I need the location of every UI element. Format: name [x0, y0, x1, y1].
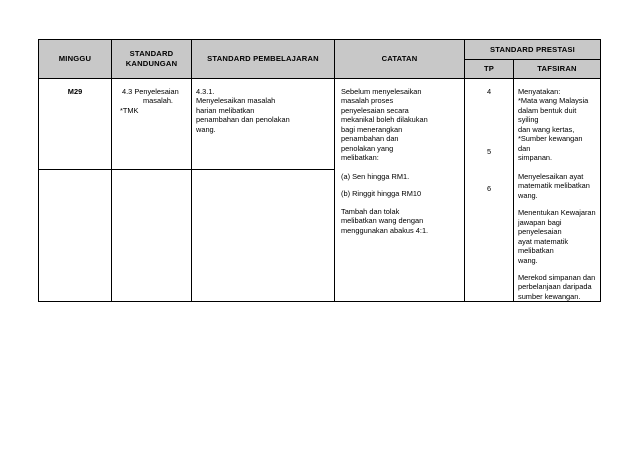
tafsiran-line: wang. [518, 190, 538, 200]
catatan-line: penolakan yang [341, 143, 394, 153]
cell-tp [465, 79, 514, 302]
tafsiran-line: Menyelesaikan ayat [518, 171, 584, 181]
catatan-line: Sebelum menyelesaikan [341, 87, 422, 96]
cell-catatan [335, 79, 465, 302]
sp-number: 4.3.1. [196, 87, 215, 96]
cell-empty [112, 169, 192, 302]
sk-line: 4.3 Penyelesaian [122, 87, 179, 96]
cell-minggu: M29 [39, 79, 112, 170]
header-sk-line1: STANDARD [129, 49, 174, 59]
tafsiran-line: wang. [518, 255, 538, 265]
catatan-line: menggunakan abakus 4:1. [341, 225, 429, 235]
tafsiran-line: dan wang kertas, [518, 124, 575, 134]
rpt-table [38, 39, 601, 302]
sp-line: Menyelesaikan masalah [196, 96, 276, 106]
header-tafsiran: TAFSIRAN [514, 60, 601, 79]
tp-value: 6 [486, 183, 492, 193]
header-standard-prestasi: STANDARD PRESTASI [465, 40, 601, 60]
tp-value: 4 [486, 87, 492, 96]
sk-line: *TMK [120, 105, 139, 115]
catatan-line: bagi menerangkan [341, 124, 403, 134]
header-standard-pembelajaran: STANDARD PEMBELAJARAN [192, 40, 335, 79]
header-minggu: MINGGU [39, 40, 112, 79]
cell-empty [192, 169, 335, 302]
tp-value: 5 [486, 147, 492, 157]
sk-line: masalah. [143, 96, 173, 106]
tafsiran-line: simpanan. [518, 153, 553, 163]
tafsiran-line: jawapan bagi penyelesaian [518, 217, 562, 237]
catatan-line: masalah proses [341, 96, 394, 106]
sp-text [196, 96, 312, 134]
catatan-line: mekanikal boleh dilakukan [341, 115, 428, 125]
catatan-line: penyelesaian secara [341, 105, 409, 115]
catatan-item-b: (b) Ringgit hingga RM10 [341, 189, 422, 199]
tafsiran-line: Menentukan Kewajaran [518, 208, 596, 218]
cell-tafsiran [514, 79, 601, 302]
tafsiran-line: perbelanjaan daripada [518, 282, 592, 292]
tafsiran-line: Merekod simpanan dan [518, 272, 596, 282]
sp-line: harian melibatkan [196, 105, 255, 115]
tafsiran-line: ayat matematik melibatkan [518, 236, 569, 256]
header-tp: TP [465, 60, 514, 79]
tafsiran-line: matematik melibatkan [518, 181, 590, 191]
tafsiran-line: dalam bentuk duit syiling [518, 105, 577, 125]
catatan-line: melibatkan: [341, 153, 379, 163]
tafsiran-line: *Mata wang Malaysia [518, 96, 589, 106]
header-sk-line2: KANDUNGAN [125, 59, 178, 68]
catatan-line: melibatkan wang dengan [341, 216, 424, 226]
catatan-item-a: (a) Sen hingga RM1. [341, 171, 410, 181]
sp-line: wang. [196, 124, 216, 134]
catatan-line: penambahan dan [341, 134, 399, 144]
cell-standard-kandungan [112, 79, 192, 170]
tafsiran-line: *Sumber kewangan dan [518, 134, 583, 153]
tafsiran-line: sumber kewangan. [518, 291, 581, 301]
header-catatan: CATATAN [335, 40, 465, 79]
sp-line: penambahan dan penolakan [196, 115, 290, 125]
tafsiran-line: Menyatakan: [518, 87, 561, 96]
header-standard-kandungan [112, 40, 192, 79]
cell-standard-pembelajaran [192, 79, 335, 170]
catatan-line: Tambah dan tolak [341, 206, 400, 216]
cell-empty [39, 169, 112, 302]
